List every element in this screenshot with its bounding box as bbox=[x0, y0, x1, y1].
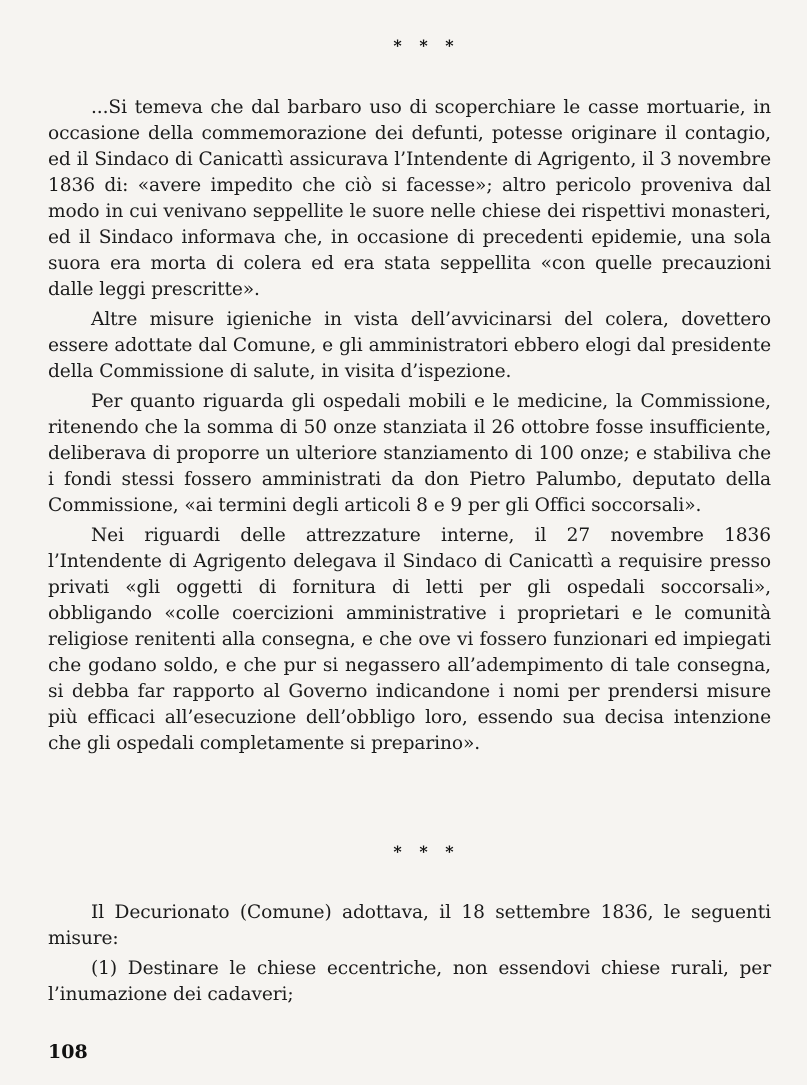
paragraph-4: Nei riguardi delle attrezzature interne, il 27 novembre 1836 l’Intendente di Agrigento delegava il Sindaco di Canicattì a requisire presso privati «gli oggetti di fornitura di letti per gli ospedali soccorsali», obbligando «colle coercizioni amministrative i proprietari e le comunità religiose renitenti alla consegna, e che ove vi fossero funzionari ed impiegati che godano soldo, e che pur si negassero all’adempimento di tale consegna, si debba far rapporto al Governo indicandone i nomi per prendersi misure più efficaci all’esecuzione dell’obbligo loro, essendo sua decisa intenzione che gli ospedali completamente si preparino». bbox=[48, 525, 771, 754]
paragraph-6: (1) Destinare le chiese eccentriche, non essendovi chiese rurali, per l’inumazione dei cadaveri; bbox=[48, 958, 771, 1005]
paragraph-3: Per quanto riguarda gli ospedali mobili e le medicine, la Commissione, ritenendo che la somma di 50 onze stanziata il 26 ottobre fosse insufficiente, deliberava di proporre un ulteriore stanziamento di 100 onze; e stabiliva che i fondi stessi fossero amministrati da don Pietro Palumbo, deputato della Commissione, «ai termini degli articoli 8 e 9 per gli Offici soccorsali». bbox=[48, 391, 771, 516]
section-separator-mid: * * * bbox=[393, 842, 460, 861]
text-section-2 bbox=[48, 900, 771, 1008]
section-separator-top: * * * bbox=[393, 36, 460, 55]
book-page bbox=[48, 0, 771, 1085]
text-section-1 bbox=[48, 95, 771, 757]
paragraph-1: ...Si temeva che dal barbaro uso di scoperchiare le casse mortuarie, in occasione della commemorazione dei defunti, potesse originare il contagio, ed il Sindaco di Canicattì assicurava l’Intendente di Agrigento, il 3 novembre 1836 di: «avere impedito che ciò si facesse»; altro pericolo proveniva dal modo in cui venivano seppellite le suore nelle chiese dei rispettivi monasteri, ed il Sindaco informava che, in occasione di precedenti epidemie, una sola suora era morta di colera ed era stata seppellita «con quelle precauzioni dalle leggi prescritte». bbox=[48, 97, 771, 300]
paragraph-2: Altre misure igieniche in vista dell’avvicinarsi del colera, dovettero essere adottate dal Comune, e gli amministratori ebbero elogi dal presidente della Commissione di salute, in visita d’ispezione. bbox=[48, 309, 771, 382]
paragraph-5: Il Decurionato (Comune) adottava, il 18 settembre 1836, le seguenti misure: bbox=[48, 902, 771, 949]
page-number: 108 bbox=[48, 1041, 88, 1063]
